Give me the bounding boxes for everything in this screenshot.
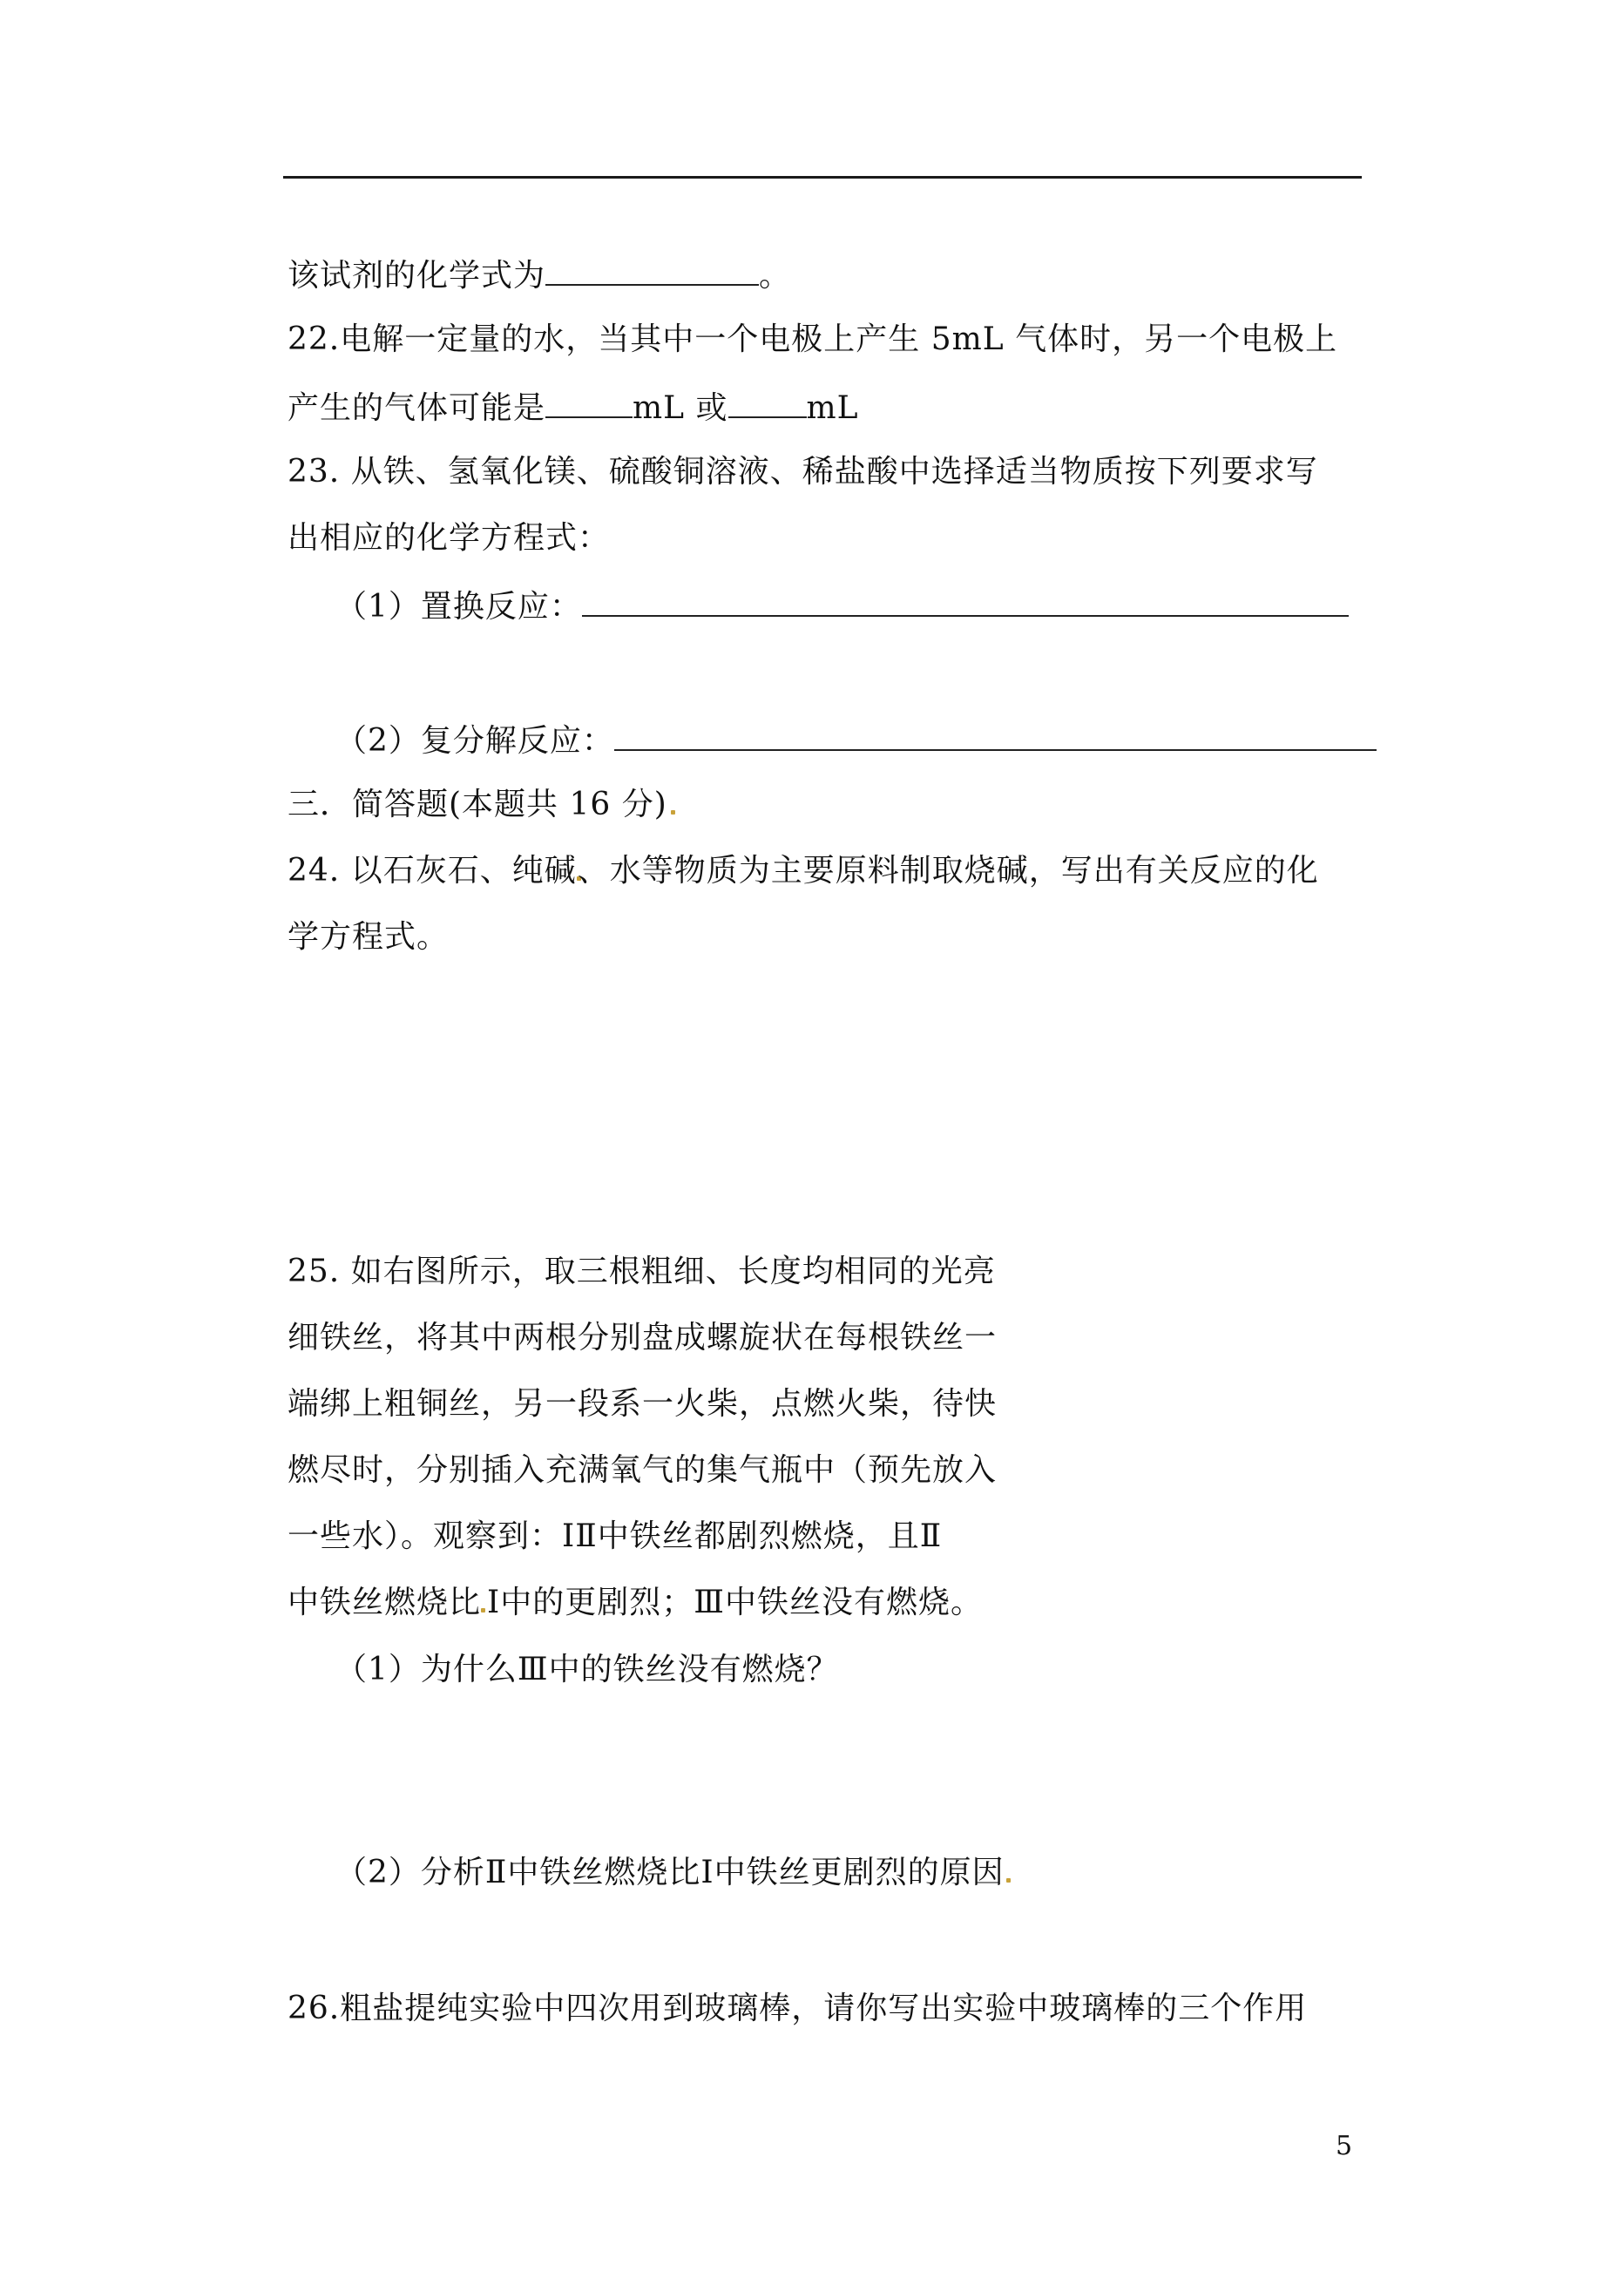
q25-line-1: 25. 如右图所示，取三根粗细、长度均相同的光亮: [288, 1254, 996, 1289]
q23-part-1-label: （1）置换反应：: [335, 589, 582, 625]
q25-line-3: 端绑上粗铜丝，另一段系一火柴，点燃火柴，待快: [288, 1386, 998, 1422]
q21-end: 。: [759, 258, 792, 294]
q25-line-6: [288, 1584, 983, 1622]
stray-mark: [481, 1608, 485, 1613]
q21-continuation: [288, 254, 791, 295]
answer-blank-displacement[interactable]: [582, 585, 1349, 617]
q24-line-1: [288, 852, 1319, 890]
q26-line-1: 26.粗盐提纯实验中四次用到玻璃棒，请你写出实验中玻璃棒的三个作用: [288, 1991, 1308, 2026]
answer-blank[interactable]: [545, 254, 759, 286]
q25-part-2-text: （2）分析Ⅱ中铁丝燃烧比Ⅰ中铁丝更剧烈的原因: [335, 1855, 1005, 1890]
header-rule: [283, 176, 1362, 179]
q25-line-2: 细铁丝，将其中两根分别盘成螺旋状在每根铁丝一: [288, 1320, 998, 1356]
section-3-text: 三．简答题(本题共 16 分): [288, 787, 667, 822]
q23-part-2: [335, 720, 1377, 761]
q23-part-2-label: （2）复分解反应：: [335, 723, 614, 759]
q25-part-2: [335, 1854, 1011, 1892]
q22-unit-or: mL 或: [633, 390, 728, 426]
q22-line-2: [288, 387, 859, 428]
stray-mark: [671, 810, 675, 815]
q22-text: 产生的气体可能是: [288, 390, 546, 426]
q25-text-b: Ⅰ中的更剧烈；Ⅲ中铁丝没有燃烧。: [487, 1585, 983, 1620]
q23-line-2: 出相应的化学方程式：: [288, 520, 611, 556]
q23-line-1: 23. 从铁、氢氧化镁、硫酸铜溶液、稀盐酸中选择适当物质按下列要求写: [288, 454, 1318, 490]
q24-text-a: 24. 以石灰石、纯碱: [288, 853, 577, 889]
answer-blank-double-displacement[interactable]: [614, 720, 1377, 751]
q24-line-2: 学方程式。: [288, 919, 450, 955]
q25-text-a: 中铁丝燃烧比: [288, 1585, 482, 1620]
answer-blank-2[interactable]: [728, 387, 807, 418]
q24-text-b: 、水等物质为主要原料制取烧碱，写出有关反应的化: [577, 853, 1319, 889]
q25-part-1: （1）为什么Ⅲ中的铁丝没有燃烧？: [335, 1652, 839, 1687]
q25-line-5: 一些水）。观察到：ⅠⅡ中铁丝都剧烈燃烧，且Ⅱ: [288, 1518, 943, 1554]
section-3-heading: [288, 786, 675, 824]
stray-mark: [1006, 1878, 1011, 1883]
q22-unit: mL: [806, 390, 859, 426]
q21-text: 该试剂的化学式为: [288, 258, 546, 294]
q25-line-4: 燃尽时，分别插入充满氧气的集气瓶中（预先放入: [288, 1452, 998, 1488]
q23-part-1: [335, 585, 1349, 626]
answer-blank-1[interactable]: [545, 387, 633, 418]
page-number: 5: [1336, 2131, 1353, 2161]
q22-line-1: 22.电解一定量的水，当其中一个电极上产生 5mL 气体时，另一个电极上: [288, 321, 1338, 357]
